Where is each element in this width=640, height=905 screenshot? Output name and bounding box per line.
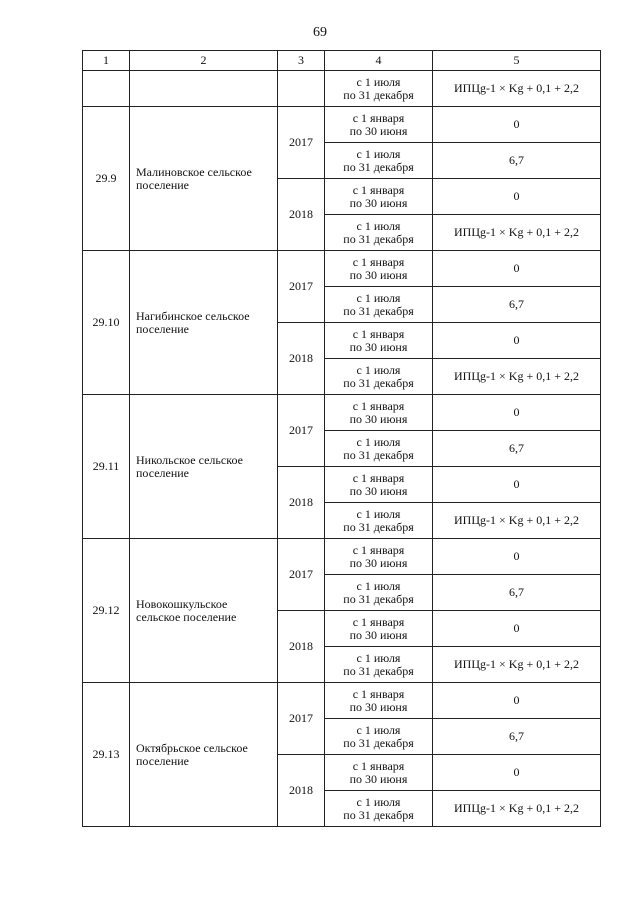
period-start: с 1 января <box>352 758 405 773</box>
settlement-name-line: Никольское сельское <box>136 452 243 467</box>
column-header: 1 <box>83 51 130 71</box>
period-cell <box>325 755 433 791</box>
period-end: по 30 июня <box>349 267 408 282</box>
table-row <box>83 107 601 143</box>
column-header: 3 <box>278 51 325 71</box>
value-cell: 6,7 <box>433 575 601 611</box>
period-end: по 31 декабря <box>343 519 414 534</box>
period-cell <box>325 143 433 179</box>
item-number-cell: 29.12 <box>83 539 130 683</box>
period-cell <box>325 611 433 647</box>
period-cell <box>325 575 433 611</box>
item-number-cell: 29.10 <box>83 251 130 395</box>
period-start: с 1 июля <box>356 362 401 377</box>
value-cell: ИПЦg-1 × Kg + 0,1 + 2,2 <box>433 791 601 827</box>
period-cell <box>325 503 433 539</box>
settlement-name-cell <box>130 395 278 539</box>
period-cell <box>325 683 433 719</box>
year-cell: 2017 <box>278 107 325 179</box>
table-row <box>83 539 601 575</box>
period-end: по 30 июня <box>349 699 408 714</box>
settlement-name-line: поселение <box>136 753 190 768</box>
period-start: с 1 июля <box>356 434 401 449</box>
period-cell <box>325 107 433 143</box>
period-start: с 1 июля <box>356 74 401 89</box>
period-start: с 1 января <box>352 182 405 197</box>
tariff-table <box>82 50 601 827</box>
value-cell: 0 <box>433 107 601 143</box>
table-row <box>83 395 601 431</box>
settlement-name-line: поселение <box>136 321 190 336</box>
value-cell: 6,7 <box>433 431 601 467</box>
period-cell <box>325 431 433 467</box>
settlement-name-line: Новокошкульское <box>136 596 228 611</box>
settlement-name-line: Нагибинское сельское <box>136 308 250 323</box>
period-end: по 30 июня <box>349 339 408 354</box>
period-cell <box>325 395 433 431</box>
year-cell: 2017 <box>278 683 325 755</box>
period-cell <box>325 287 433 323</box>
period-end: по 31 декабря <box>343 303 414 318</box>
value-cell: 0 <box>433 755 601 791</box>
period-start: с 1 июля <box>356 218 401 233</box>
period-cell <box>325 215 433 251</box>
continuation-row <box>83 71 601 107</box>
period-cell <box>325 359 433 395</box>
settlement-name-cell <box>130 107 278 251</box>
empty-cell <box>83 71 130 107</box>
period-start: с 1 января <box>352 542 405 557</box>
period-cell <box>325 539 433 575</box>
period-cell <box>325 179 433 215</box>
year-cell: 2017 <box>278 539 325 611</box>
period-start: с 1 января <box>352 614 405 629</box>
settlement-name-line: Малиновское сельское <box>136 164 252 179</box>
period-end: по 30 июня <box>349 123 408 138</box>
column-header: 5 <box>433 51 601 71</box>
value-cell: 0 <box>433 467 601 503</box>
settlement-name-cell <box>130 539 278 683</box>
period-end: по 31 декабря <box>343 663 414 678</box>
period-end: по 30 июня <box>349 411 408 426</box>
value-cell: 0 <box>433 179 601 215</box>
period-end: по 31 декабря <box>343 159 414 174</box>
value-cell: ИПЦg-1 × Kg + 0,1 + 2,2 <box>433 503 601 539</box>
value-cell: 6,7 <box>433 143 601 179</box>
period-start: с 1 июля <box>356 290 401 305</box>
period-start: с 1 июля <box>356 578 401 593</box>
page-number: 69 <box>313 25 327 40</box>
year-cell: 2018 <box>278 755 325 827</box>
period-start: с 1 июля <box>356 146 401 161</box>
value-cell: 0 <box>433 395 601 431</box>
year-cell: 2018 <box>278 323 325 395</box>
item-number-cell: 29.9 <box>83 107 130 251</box>
period-end: по 30 июня <box>349 771 408 786</box>
period-end: по 30 июня <box>349 555 408 570</box>
period-start: с 1 января <box>352 326 405 341</box>
period-end: по 30 июня <box>349 195 408 210</box>
period-start: с 1 января <box>352 398 405 413</box>
period-end: по 31 декабря <box>343 807 414 822</box>
settlement-name-line: поселение <box>136 177 190 192</box>
table-row <box>83 251 601 287</box>
period-end: по 31 декабря <box>343 87 414 102</box>
empty-cell <box>278 71 325 107</box>
settlement-name-line: сельское поселение <box>136 609 237 624</box>
value-cell: 0 <box>433 611 601 647</box>
period-end: по 31 декабря <box>343 735 414 750</box>
table-body <box>83 51 601 827</box>
period-start: с 1 января <box>352 254 405 269</box>
period-cell <box>325 323 433 359</box>
year-cell: 2018 <box>278 611 325 683</box>
settlement-name-line: Октябрьское сельское <box>136 740 248 755</box>
value-cell: 6,7 <box>433 287 601 323</box>
period-end: по 30 июня <box>349 627 408 642</box>
period-cell <box>325 719 433 755</box>
value-cell: ИПЦg-1 × Kg + 0,1 + 2,2 <box>433 359 601 395</box>
value-cell: 0 <box>433 683 601 719</box>
item-number-cell: 29.13 <box>83 683 130 827</box>
period-cell <box>325 71 433 107</box>
period-end: по 30 июня <box>349 483 408 498</box>
year-cell: 2018 <box>278 179 325 251</box>
period-end: по 31 декабря <box>343 375 414 390</box>
value-cell: 0 <box>433 539 601 575</box>
year-cell: 2017 <box>278 395 325 467</box>
item-number-cell: 29.11 <box>83 395 130 539</box>
period-start: с 1 июля <box>356 794 401 809</box>
year-cell: 2018 <box>278 467 325 539</box>
period-end: по 31 декабря <box>343 591 414 606</box>
settlement-name-cell <box>130 251 278 395</box>
settlement-name-cell <box>130 683 278 827</box>
period-cell <box>325 791 433 827</box>
period-cell <box>325 647 433 683</box>
year-cell: 2017 <box>278 251 325 323</box>
settlement-name-line: поселение <box>136 465 190 480</box>
period-end: по 31 декабря <box>343 447 414 462</box>
value-cell: ИПЦg-1 × Kg + 0,1 + 2,2 <box>433 647 601 683</box>
period-start: с 1 января <box>352 110 405 125</box>
header-row <box>83 51 601 71</box>
period-cell <box>325 251 433 287</box>
value-cell: ИПЦg-1 × Kg + 0,1 + 2,2 <box>433 71 601 107</box>
column-header: 4 <box>325 51 433 71</box>
period-start: с 1 июля <box>356 650 401 665</box>
period-start: с 1 января <box>352 686 405 701</box>
period-end: по 31 декабря <box>343 231 414 246</box>
period-cell <box>325 467 433 503</box>
column-header: 2 <box>130 51 278 71</box>
table-row <box>83 683 601 719</box>
period-start: с 1 июля <box>356 722 401 737</box>
period-start: с 1 июля <box>356 506 401 521</box>
value-cell: 0 <box>433 251 601 287</box>
value-cell: ИПЦg-1 × Kg + 0,1 + 2,2 <box>433 215 601 251</box>
empty-cell <box>130 71 278 107</box>
value-cell: 6,7 <box>433 719 601 755</box>
value-cell: 0 <box>433 323 601 359</box>
period-start: с 1 января <box>352 470 405 485</box>
